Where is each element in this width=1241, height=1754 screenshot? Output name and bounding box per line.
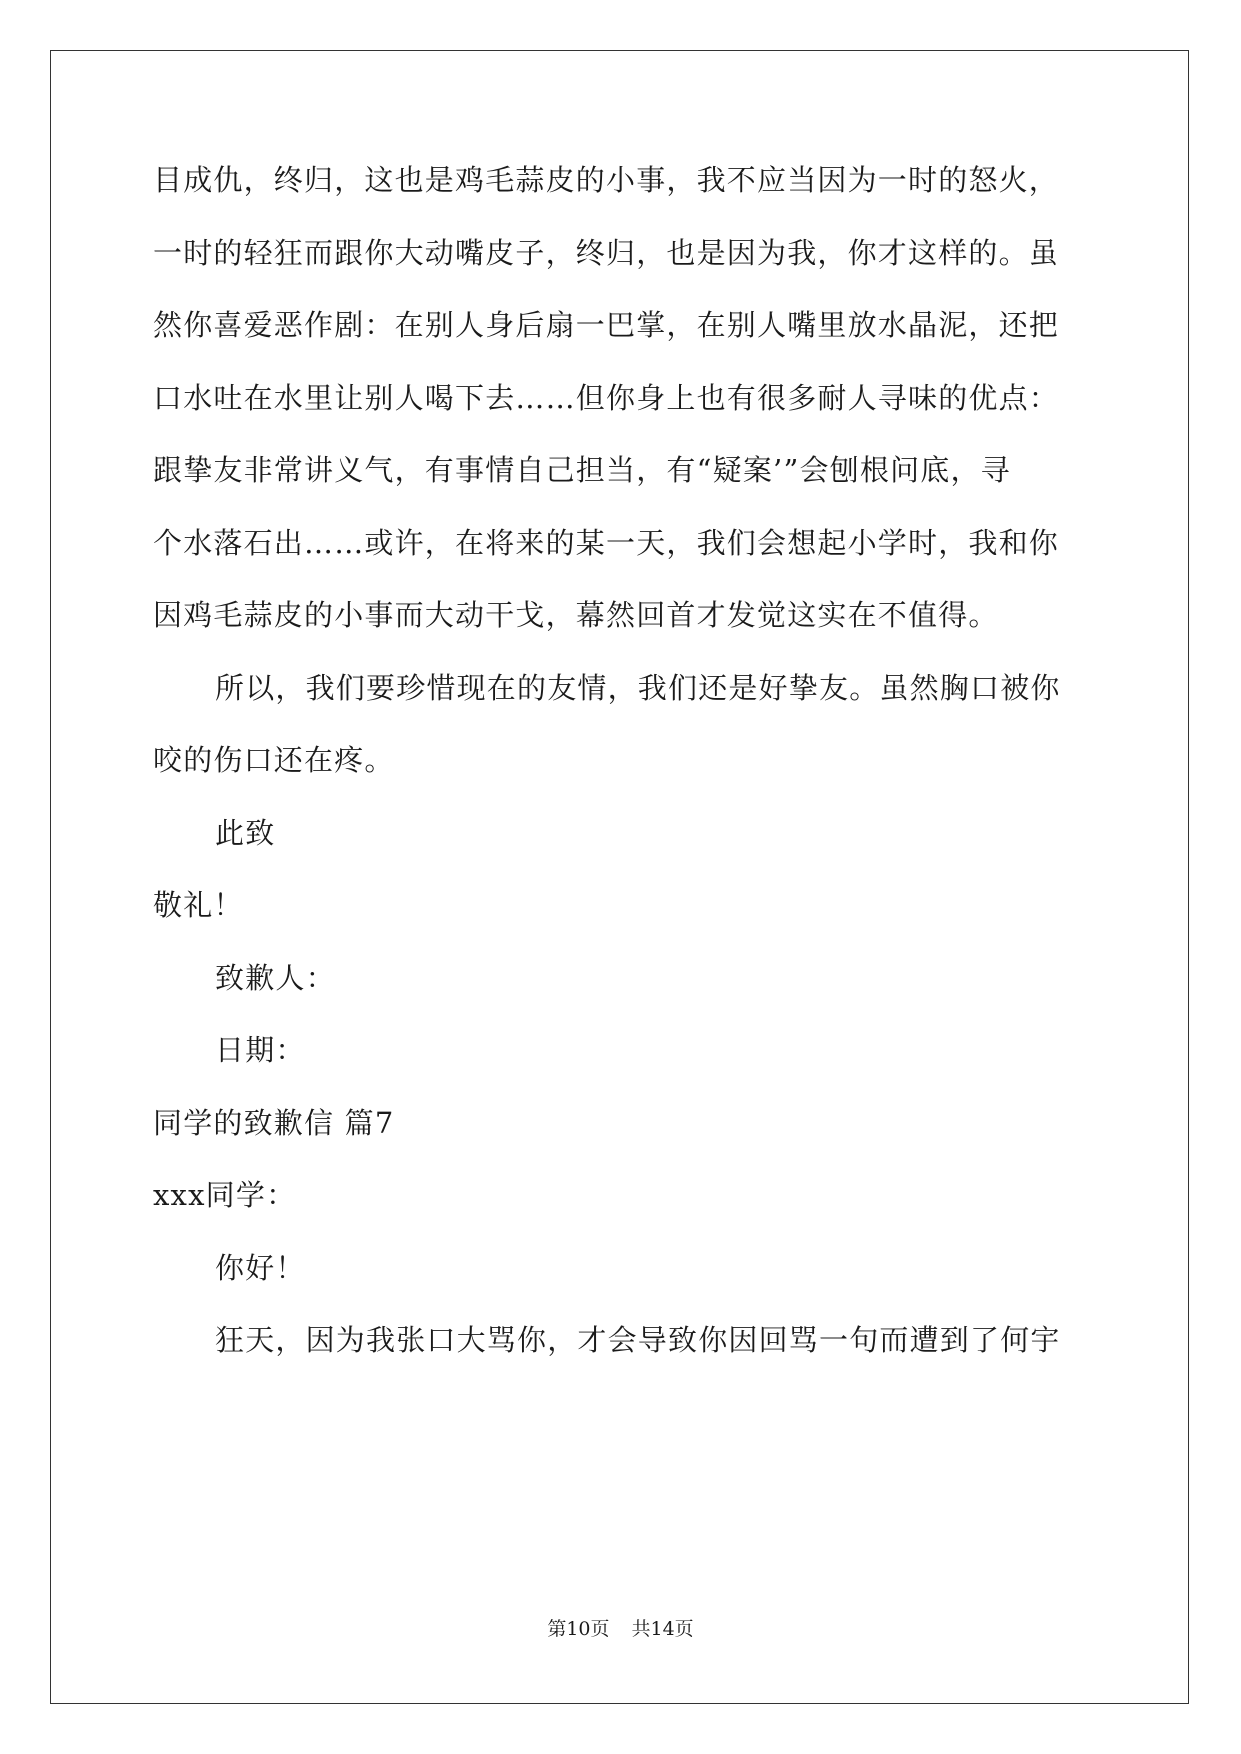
text-line: 咬的伤口还在疼。 [153,743,395,777]
page-number: 第10页 [547,1618,610,1640]
text-line: 因鸡毛蒜皮的小事而大动干戈，幕然回首才发觉这实在不值得。 [153,598,999,632]
signer-line: 致歉人： [215,961,336,995]
date-line: 日期： [215,1033,306,1067]
text-line: 目成仇，终归，这也是鸡毛蒜皮的小事，我不应当因为一时的怒火， [153,163,1060,197]
text-line: 口水吐在水里让别人喝下去……但你身上也有很多耐人寻味的优点： [153,381,1060,415]
text-line: 狂天，因为我张口大骂你，才会导致你因回骂一句而遭到了何宇 [215,1323,1061,1357]
closing-line: 此致 [215,816,276,850]
salutation-line: 敬礼！ [153,888,244,922]
page-footer [0,1616,1241,1642]
section-title: 同学的致歉信 篇7 [153,1106,395,1140]
text-line: 所以，我们要珍惜现在的友情，我们还是好挚友。虽然胸口被你 [215,671,1061,705]
addressee-line: xxx同学： [153,1178,297,1212]
page-border [50,50,1189,1704]
text-line: 一时的轻狂而跟你大动嘴皮子，终归，也是因为我，你才这样的。虽 [153,236,1060,270]
page-total: 共14页 [631,1618,694,1640]
text-line: 跟挚友非常讲义气，有事情自己担当，有“疑案’”会刨根问底，寻 [153,453,1011,487]
greeting-line: 你好！ [215,1251,306,1285]
text-line: 然你喜爱恶作剧：在别人身后扇一巴掌，在别人嘴里放水晶泥，还把 [153,308,1060,342]
text-line: 个水落石出……或许，在将来的某一天，我们会想起小学时，我和你 [153,526,1060,560]
